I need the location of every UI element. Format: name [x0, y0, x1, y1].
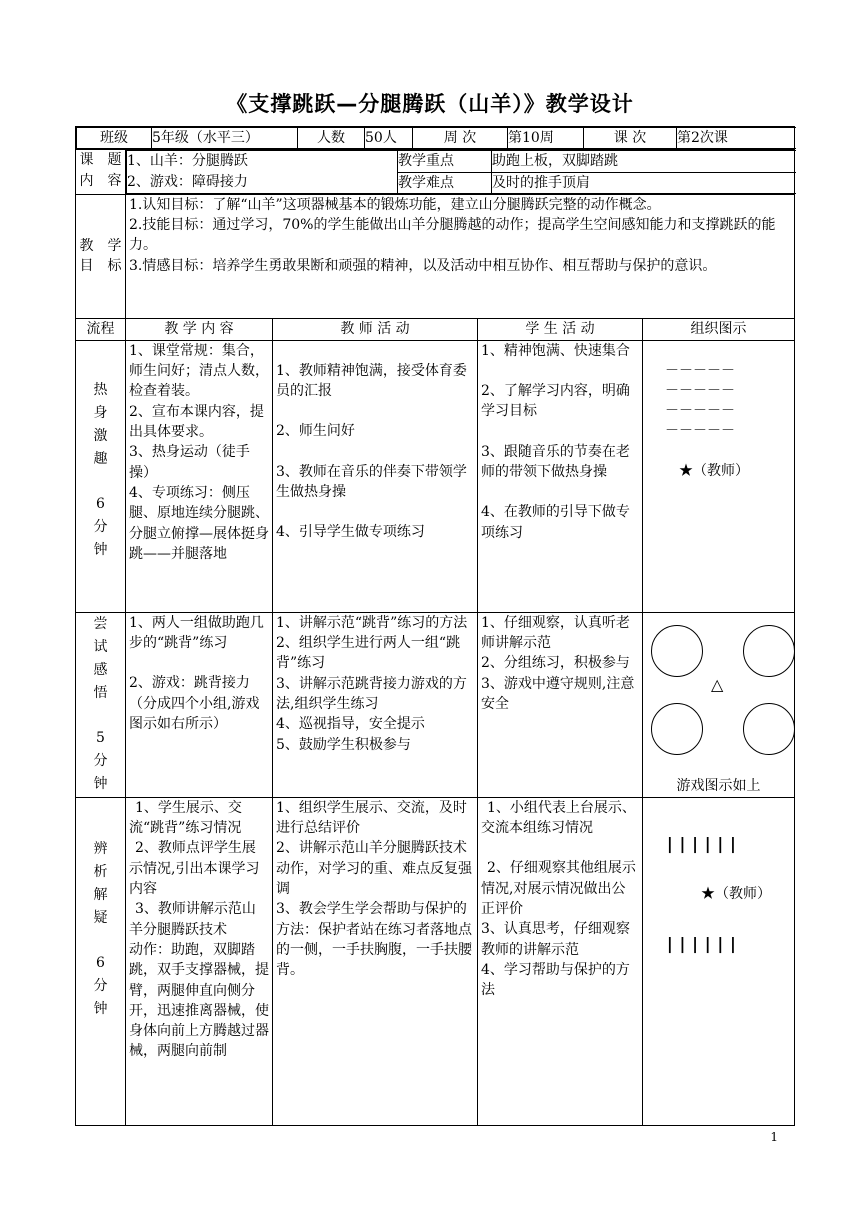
content-item: 动作：助跑，双脚踏跳，双手支撑器械，提臂，两腿伸直向侧分开，迅速推离器械，使身体向前上方腾越过器械，两腿向前制: [129, 941, 269, 1060]
formation-row: －－－－－: [665, 402, 735, 419]
section-analyze: [76, 797, 795, 1125]
group-circle: [743, 625, 795, 677]
teacher-item: 2、组织学生进行两人一组“跳背”练习: [276, 635, 461, 672]
student-item: 3、游戏中遵守规则,注意安全: [481, 675, 635, 713]
stage-cell: [76, 612, 126, 797]
week-value: 第10周: [508, 128, 584, 149]
group-circle: [651, 703, 703, 755]
teacher-cell: [273, 340, 478, 612]
col-teacher: 教 师 活 动: [273, 318, 478, 340]
content-item: 1、学生展示、交流“跳背”练习情况: [129, 799, 242, 837]
stage-char: 6: [96, 495, 105, 512]
teacher-item: 5、鼓励学生积极参与: [276, 736, 411, 753]
topic-subtable: [126, 150, 796, 194]
topic-items: [127, 151, 398, 194]
topic-row: [76, 150, 795, 195]
key-point-value: 助跑上板，双脚踏跳: [492, 151, 796, 172]
section-warmup: [76, 340, 795, 612]
stage-char: 悟: [93, 684, 108, 701]
goal-item: 1.认知目标：了解“山羊”这项器械基本的锻炼功能，建立山分腿腾跃完整的动作概念。: [129, 196, 661, 213]
formation-lines: [643, 341, 794, 441]
student-line-top: ||||||: [665, 833, 741, 853]
student-item: 1、精神饱满、快速集合: [481, 342, 630, 359]
class-value: 5年级（水平三）: [152, 128, 298, 149]
stage-char: 热: [93, 381, 108, 398]
header-row: [76, 127, 795, 150]
teacher-star: ★（教师）: [679, 462, 749, 479]
content-item: 4、专项练习：侧压腿、原地连续分腿跳、分腿立俯撑—展体挺身跳——并腿落地: [129, 484, 269, 562]
content-cell: [126, 797, 273, 1125]
formation-row: －－－－－: [665, 422, 735, 439]
student-cell: [478, 797, 643, 1125]
group-circle: [743, 703, 795, 755]
stage-char: 试: [93, 638, 108, 655]
content-item: 3、热身运动（徒手操）: [129, 444, 250, 481]
stage-char: 析: [93, 863, 108, 880]
formation-row: －－－－－: [665, 362, 735, 379]
group-circle: [651, 625, 703, 677]
stage-char: 分: [93, 977, 108, 994]
stage-char: 钟: [93, 541, 108, 558]
goals-text: [126, 194, 795, 318]
teacher-cell: [273, 612, 478, 797]
content-item: 3、教师讲解示范山羊分腿腾跃技术: [129, 901, 256, 938]
student-cell: [478, 340, 643, 612]
count-label: 人数: [298, 128, 365, 149]
content-cell: [126, 340, 273, 612]
goals-label-1: 教 学: [79, 238, 122, 255]
stage-cell: [76, 797, 126, 1125]
student-item: 1、小组代表上台展示、交流本组练习情况: [481, 799, 636, 837]
key-point-label: 教学重点: [398, 151, 492, 172]
teacher-item: 2、师生问好: [276, 423, 355, 440]
teacher-item: 1、教师精神饱满，接受体育委员的汇报: [276, 362, 467, 400]
stage-char: 钟: [93, 1000, 108, 1017]
content-item: 2、宣布本课内容，提出具体要求。: [129, 403, 264, 441]
count-value: 50人: [365, 128, 413, 149]
student-line-bottom: ||||||: [665, 934, 741, 954]
student-item: 2、分组练习，积极参与: [481, 655, 630, 672]
content-item: 2、教师点评学生展示情况,引出本课学习内容: [129, 840, 260, 898]
stage-cell: [76, 340, 126, 612]
content-cell: [126, 612, 273, 797]
goals-label-2: 目 标: [79, 258, 122, 275]
content-item: 1、课堂常规：集合，师生问好；清点人数，检查着装。: [129, 342, 269, 400]
stage-char: 钟: [93, 775, 108, 792]
section-try: [76, 612, 795, 797]
student-item: 3、认真思考，仔细观察教师的讲解示范: [481, 921, 630, 958]
goal-item: 3.情感目标：培养学生勇敢果断和顽强的精神，以及活动中相互协作、相互帮助与保护的意识。: [129, 257, 717, 274]
page-number: 1: [770, 1130, 778, 1144]
stage-char: 感: [93, 661, 108, 678]
student-item: 4、学习帮助与保护的方法: [481, 961, 630, 999]
difficulty-label: 教学难点: [398, 172, 492, 193]
document-title: 《支撑跳跃—分腿腾跃（山羊）》教学设计: [226, 92, 634, 116]
content-item: 1、两人一组做助跑几步的“跳背”练习: [129, 614, 264, 652]
formation-row: －－－－－: [665, 382, 735, 399]
goals-row: [76, 194, 795, 318]
diagram-cell: [643, 797, 795, 1125]
teacher-item: 2、讲解示范山羊分腿腾跃技术动作，对学习的重、难点反复强调: [276, 840, 472, 898]
topic-item: 2、游戏：障碍接力: [127, 173, 248, 190]
topic-label-cell: [76, 150, 126, 195]
student-item: 1、仔细观察，认真听老师讲解示范: [481, 614, 630, 652]
col-flow: 流程: [76, 318, 126, 340]
student-item: 3、跟随音乐的节奏在老师的带领下做热身操: [481, 443, 630, 481]
header-subtable: [76, 127, 796, 149]
stage-char: 分: [93, 518, 108, 535]
stage-char: 辨: [93, 840, 108, 857]
teacher-item: 4、引导学生做专项练习: [276, 524, 425, 541]
student-item: 2、仔细观察其他组展示情况,对展示情况做出公正评价: [481, 860, 636, 918]
stage-char: 6: [96, 954, 105, 971]
stage-char: 疑: [93, 909, 108, 926]
col-content: 教 学 内 容: [126, 318, 273, 340]
stage-char: 5: [96, 729, 105, 746]
teacher-item: 3、教师在音乐的伴奏下带领学生做热身操: [276, 463, 467, 501]
teacher-item: 1、组织学生展示、交流，及时进行总结评价: [276, 799, 467, 837]
teacher-item: 3、讲解示范跳背接力游戏的方法,组织学生练习: [276, 675, 467, 713]
topic-item: 1、山羊：分腿腾跃: [127, 153, 248, 170]
student-item: 4、在教师的引导下做专项练习: [481, 504, 630, 541]
goals-label-cell: [76, 194, 126, 318]
student-item: 2、了解学习内容，明确学习目标: [481, 383, 630, 420]
class-label: 班级: [77, 128, 152, 149]
student-cell: [478, 612, 643, 797]
stage-char: 激: [93, 427, 108, 444]
week-label: 周 次: [413, 128, 508, 149]
lesson-label: 课 次: [584, 128, 677, 149]
stage-char: 解: [93, 886, 108, 903]
triangle-icon: △: [711, 674, 724, 694]
diagram-cell: [643, 340, 795, 612]
topic-label-1: 课 题: [79, 152, 122, 169]
topic-label-2: 内 容: [79, 172, 122, 189]
diagram-caption: 游戏图示如上: [676, 777, 761, 794]
difficulty-value: 及时的推手顶肩: [492, 172, 796, 193]
col-student: 学 生 活 动: [478, 318, 643, 340]
stage-char: 身: [93, 404, 108, 421]
goal-item: 2.技能目标：通过学习，70%的学生能做出山羊分腿腾越的动作；提高学生空间感知能力和支撑跳跃的能力。: [129, 217, 776, 254]
col-diagram: 组织图示: [643, 318, 795, 340]
column-header-row: [76, 318, 795, 340]
diagram-cell: [643, 612, 795, 797]
lesson-value: 第2次课: [677, 128, 796, 149]
lesson-plan-table: [75, 126, 795, 1126]
stage-char: 分: [93, 752, 108, 769]
teacher-item: 1、讲解示范“跳背”练习的方法: [276, 614, 468, 631]
stage-char: 趣: [93, 450, 108, 467]
stage-char: 尝: [93, 615, 108, 632]
teacher-cell: [273, 797, 478, 1125]
content-item: 2、游戏：跳背接力（分成四个小组,游戏图示如右所示）: [129, 675, 260, 733]
teacher-item: 4、巡视指导，安全提示: [276, 716, 425, 733]
teacher-star: ★（教师）: [701, 886, 771, 903]
teacher-item: 3、教会学生学会帮助与保护的方法：保护者站在练习者落地点的一侧，一手扶胸腹，一手扶腰背。: [276, 901, 472, 979]
